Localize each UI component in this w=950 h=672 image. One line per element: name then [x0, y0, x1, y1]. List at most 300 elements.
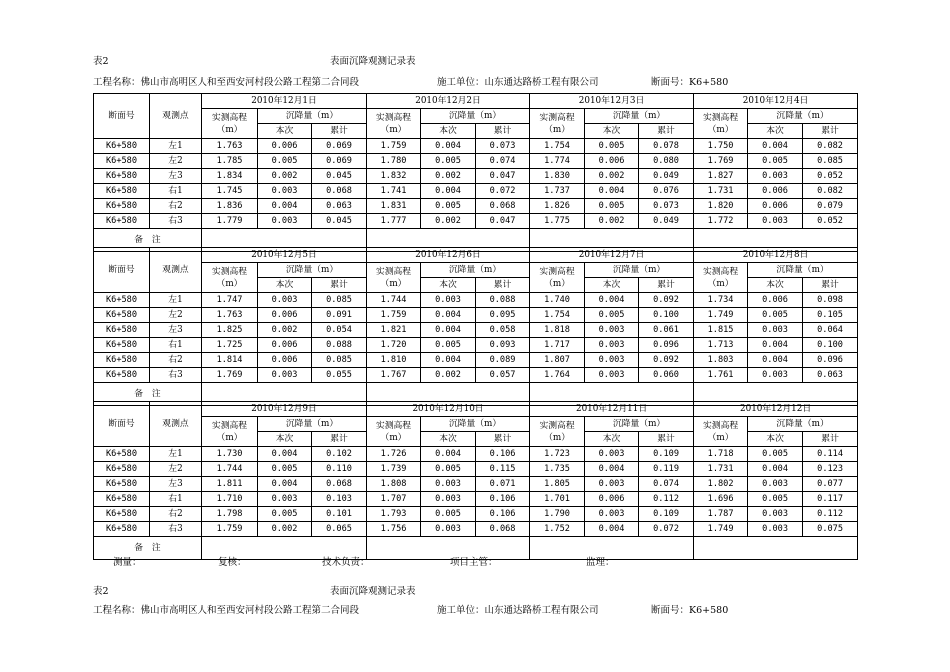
elevation-cell: 1.731: [694, 184, 748, 199]
point-cell: 左1: [150, 293, 202, 308]
elevation-cell: 1.759: [367, 308, 421, 323]
elevation-cell: 1.814: [202, 353, 258, 368]
current-cell: 0.006: [258, 338, 312, 353]
cumulative-cell: 0.078: [639, 139, 694, 154]
elevation-cell: 1.807: [530, 353, 585, 368]
section-header: 断面号: [94, 94, 150, 139]
current-cell: 0.003: [258, 184, 312, 199]
elevation-cell: 1.811: [202, 477, 258, 492]
current-header: 本次: [421, 432, 476, 447]
current-cell: 0.006: [585, 154, 639, 169]
cumulative-cell: 0.052: [803, 169, 858, 184]
elevation-cell: 1.769: [694, 154, 748, 169]
settlement-header: 沉降量（m）: [258, 263, 367, 278]
current-header: 本次: [748, 278, 803, 293]
remark-label: 备 注: [94, 229, 202, 252]
cumulative-cell: 0.101: [312, 507, 367, 522]
current-cell: 0.003: [748, 323, 803, 338]
date-header: 2010年12月2日: [367, 94, 530, 109]
current-header: 本次: [585, 124, 639, 139]
elevation-cell: 1.749: [694, 308, 748, 323]
current-cell: 0.005: [421, 507, 476, 522]
current-cell: 0.003: [585, 353, 639, 368]
current-cell: 0.003: [421, 492, 476, 507]
table-row: [94, 353, 858, 368]
section-cell: K6+580: [94, 154, 150, 169]
cumulative-cell: 0.072: [639, 522, 694, 537]
cumulative-cell: 0.106: [476, 492, 530, 507]
elevation-header: [694, 263, 748, 293]
section-cell: K6+580: [94, 338, 150, 353]
cumulative-cell: 0.057: [476, 368, 530, 383]
table-row: [94, 462, 858, 477]
point-cell: 右3: [150, 214, 202, 229]
elevation-label: 实测高程: [539, 266, 575, 277]
section-number-2: 断面号：K6+580: [651, 605, 729, 616]
cumulative-cell: 0.049: [639, 214, 694, 229]
elevation-label: 实测高程: [539, 112, 575, 123]
table-row: [94, 492, 858, 507]
elevation-cell: 1.772: [694, 214, 748, 229]
elevation-cell: 1.754: [530, 308, 585, 323]
current-header: 本次: [421, 124, 476, 139]
settlement-header: 沉降量（m）: [258, 417, 367, 432]
point-cell: 右3: [150, 522, 202, 537]
cumulative-header: 累计: [803, 278, 858, 293]
current-cell: 0.004: [585, 293, 639, 308]
elevation-header: [530, 263, 585, 293]
table-row: [94, 447, 858, 462]
elevation-cell: 1.775: [530, 214, 585, 229]
section-number: 断面号：K6+580: [651, 77, 729, 88]
section-header: 断面号: [94, 402, 150, 447]
settlement-header: 沉降量（m）: [748, 109, 858, 124]
elevation-cell: 1.759: [367, 139, 421, 154]
point-cell: 右2: [150, 353, 202, 368]
elevation-cell: 1.821: [367, 323, 421, 338]
settlement-header: 沉降量（m）: [421, 109, 530, 124]
elevation-header: [202, 109, 258, 139]
date-header: 2010年12月9日: [202, 402, 367, 417]
current-cell: 0.006: [748, 293, 803, 308]
section-cell: K6+580: [94, 492, 150, 507]
elevation-unit: （m）: [216, 278, 243, 289]
cumulative-cell: 0.088: [476, 293, 530, 308]
cumulative-cell: 0.074: [476, 154, 530, 169]
date-header: 2010年12月8日: [694, 248, 858, 263]
cumulative-cell: 0.093: [476, 338, 530, 353]
current-cell: 0.005: [258, 462, 312, 477]
current-cell: 0.003: [585, 323, 639, 338]
remark-label: 备 注: [94, 537, 202, 560]
date-header: 2010年12月10日: [367, 402, 530, 417]
elevation-cell: 1.741: [367, 184, 421, 199]
form-title-2: 表面沉降观测记录表: [330, 586, 416, 597]
elevation-cell: 1.808: [367, 477, 421, 492]
elevation-cell: 1.707: [367, 492, 421, 507]
section-cell: K6+580: [94, 462, 150, 477]
point-cell: 左2: [150, 308, 202, 323]
cumulative-cell: 0.091: [312, 308, 367, 323]
elevation-header: [202, 417, 258, 447]
section-cell: K6+580: [94, 353, 150, 368]
current-header: 本次: [258, 278, 312, 293]
current-cell: 0.003: [585, 338, 639, 353]
table-row: [94, 477, 858, 492]
current-cell: 0.002: [421, 169, 476, 184]
cumulative-cell: 0.109: [639, 507, 694, 522]
current-cell: 0.004: [421, 353, 476, 368]
elevation-cell: 1.756: [367, 522, 421, 537]
elevation-unit: （m）: [544, 124, 570, 135]
current-cell: 0.003: [585, 477, 639, 492]
elevation-cell: 1.820: [694, 199, 748, 214]
elevation-cell: 1.747: [202, 293, 258, 308]
remark-label: 备 注: [94, 383, 202, 406]
current-cell: 0.004: [748, 353, 803, 368]
elevation-cell: 1.774: [530, 154, 585, 169]
current-cell: 0.003: [258, 214, 312, 229]
cumulative-cell: 0.069: [312, 139, 367, 154]
current-cell: 0.006: [258, 139, 312, 154]
elevation-header: [367, 263, 421, 293]
current-cell: 0.005: [585, 199, 639, 214]
elevation-cell: 1.726: [367, 447, 421, 462]
current-header: 本次: [421, 278, 476, 293]
elevation-cell: 1.802: [694, 477, 748, 492]
cumulative-cell: 0.054: [312, 323, 367, 338]
elevation-unit: （m）: [544, 432, 571, 443]
elevation-label: 实测高程: [702, 420, 739, 431]
current-cell: 0.005: [748, 447, 803, 462]
current-cell: 0.003: [748, 214, 803, 229]
current-cell: 0.003: [585, 447, 639, 462]
settlement-header: 沉降量（m）: [748, 263, 858, 278]
section-cell: K6+580: [94, 184, 150, 199]
cumulative-cell: 0.112: [803, 507, 858, 522]
point-cell: 左2: [150, 462, 202, 477]
cumulative-cell: 0.085: [312, 293, 367, 308]
elevation-cell: 1.763: [202, 139, 258, 154]
cumulative-cell: 0.098: [803, 293, 858, 308]
settlement-header: 沉降量（m）: [421, 417, 530, 432]
cumulative-cell: 0.063: [312, 199, 367, 214]
date-header: 2010年12月3日: [530, 94, 694, 109]
header-date-row: [94, 94, 858, 109]
section-cell: K6+580: [94, 139, 150, 154]
section-cell: K6+580: [94, 522, 150, 537]
current-cell: 0.006: [585, 492, 639, 507]
elevation-label: 实测高程: [702, 266, 739, 277]
section-cell: K6+580: [94, 199, 150, 214]
table-row: [94, 338, 858, 353]
survey-signature: 测量：: [113, 557, 142, 568]
cumulative-cell: 0.110: [312, 462, 367, 477]
elevation-cell: 1.779: [202, 214, 258, 229]
cumulative-cell: 0.063: [803, 368, 858, 383]
current-cell: 0.003: [748, 169, 803, 184]
current-cell: 0.004: [421, 139, 476, 154]
contractor-name: 施工单位：山东通达路桥工程有限公司: [437, 77, 599, 88]
current-header: 本次: [585, 278, 639, 293]
settlement-header: 沉降量（m）: [421, 263, 530, 278]
table-row: [94, 184, 858, 199]
elevation-cell: 1.713: [694, 338, 748, 353]
current-cell: 0.003: [258, 368, 312, 383]
date-header: 2010年12月12日: [694, 402, 858, 417]
cumulative-cell: 0.082: [803, 139, 858, 154]
elevation-unit: （m）: [380, 124, 407, 135]
current-cell: 0.005: [421, 199, 476, 214]
cumulative-cell: 0.109: [639, 447, 694, 462]
remark-cell: [367, 537, 530, 560]
current-cell: 0.005: [748, 308, 803, 323]
current-cell: 0.004: [748, 462, 803, 477]
cumulative-cell: 0.073: [639, 199, 694, 214]
point-cell: 右1: [150, 184, 202, 199]
cumulative-cell: 0.082: [803, 184, 858, 199]
cumulative-cell: 0.047: [476, 169, 530, 184]
current-cell: 0.003: [258, 492, 312, 507]
elevation-cell: 1.764: [530, 368, 585, 383]
current-cell: 0.005: [258, 154, 312, 169]
pm-signature: 项目主管：: [450, 557, 498, 568]
remark-cell: [694, 537, 858, 560]
elevation-unit: （m）: [380, 432, 407, 443]
cumulative-cell: 0.068: [312, 184, 367, 199]
current-cell: 0.003: [421, 522, 476, 537]
elevation-cell: 1.725: [202, 338, 258, 353]
elevation-cell: 1.759: [202, 522, 258, 537]
date-header: 2010年12月5日: [202, 248, 367, 263]
cumulative-cell: 0.068: [476, 522, 530, 537]
settlement-table: [93, 93, 858, 252]
table-row: [94, 507, 858, 522]
cumulative-header: 累计: [476, 278, 530, 293]
date-header: 2010年12月1日: [202, 94, 367, 109]
current-cell: 0.005: [421, 462, 476, 477]
contractor-name-2: 施工单位：山东通达路桥工程有限公司: [437, 605, 599, 616]
tech-lead-signature: 技术负责：: [322, 557, 370, 568]
elevation-cell: 1.831: [367, 199, 421, 214]
elevation-cell: 1.818: [530, 323, 585, 338]
point-cell: 左2: [150, 154, 202, 169]
cumulative-header: 累计: [639, 124, 694, 139]
elevation-cell: 1.740: [530, 293, 585, 308]
elevation-cell: 1.739: [367, 462, 421, 477]
header-measure-row: [94, 109, 858, 124]
cumulative-cell: 0.106: [476, 507, 530, 522]
table-row: [94, 293, 858, 308]
current-cell: 0.004: [748, 338, 803, 353]
section-cell: K6+580: [94, 308, 150, 323]
current-cell: 0.002: [421, 368, 476, 383]
settlement-header: 沉降量（m）: [258, 109, 367, 124]
settlement-header: 沉降量（m）: [585, 109, 694, 124]
settlement-table: [93, 247, 858, 406]
elevation-label: 实测高程: [539, 420, 575, 431]
elevation-header: [367, 109, 421, 139]
supervisor-signature: 监理：: [586, 557, 615, 568]
point-cell: 左3: [150, 169, 202, 184]
cumulative-cell: 0.077: [803, 477, 858, 492]
current-cell: 0.004: [585, 462, 639, 477]
current-cell: 0.004: [421, 323, 476, 338]
elevation-cell: 1.696: [694, 492, 748, 507]
cumulative-cell: 0.085: [803, 154, 858, 169]
elevation-unit: （m）: [216, 432, 243, 443]
table-row: [94, 214, 858, 229]
point-cell: 右2: [150, 199, 202, 214]
elevation-cell: 1.805: [530, 477, 585, 492]
elevation-cell: 1.830: [530, 169, 585, 184]
current-cell: 0.003: [585, 368, 639, 383]
cumulative-cell: 0.089: [476, 353, 530, 368]
elevation-unit: （m）: [707, 432, 734, 443]
current-cell: 0.003: [421, 293, 476, 308]
cumulative-cell: 0.073: [476, 139, 530, 154]
elevation-cell: 1.752: [530, 522, 585, 537]
cumulative-cell: 0.068: [312, 477, 367, 492]
cumulative-cell: 0.117: [803, 492, 858, 507]
elevation-cell: 1.744: [367, 293, 421, 308]
current-cell: 0.005: [421, 154, 476, 169]
elevation-header: [530, 109, 585, 139]
cumulative-cell: 0.102: [312, 447, 367, 462]
cumulative-cell: 0.100: [639, 308, 694, 323]
current-cell: 0.002: [258, 169, 312, 184]
current-cell: 0.005: [585, 308, 639, 323]
elevation-header: [202, 263, 258, 293]
settlement-header: 沉降量（m）: [585, 263, 694, 278]
cumulative-cell: 0.096: [803, 353, 858, 368]
table-row: [94, 139, 858, 154]
point-cell: 右1: [150, 338, 202, 353]
elevation-cell: 1.777: [367, 214, 421, 229]
elevation-label: 实测高程: [702, 112, 739, 123]
current-cell: 0.005: [748, 154, 803, 169]
elevation-label: 实测高程: [375, 266, 412, 277]
current-cell: 0.005: [748, 492, 803, 507]
elevation-cell: 1.763: [202, 308, 258, 323]
current-cell: 0.002: [258, 522, 312, 537]
cumulative-cell: 0.060: [639, 368, 694, 383]
table-row: [94, 199, 858, 214]
current-cell: 0.003: [748, 477, 803, 492]
cumulative-cell: 0.079: [803, 199, 858, 214]
elevation-header: [530, 417, 585, 447]
current-cell: 0.005: [585, 139, 639, 154]
header-date-row: [94, 248, 858, 263]
date-header: 2010年12月11日: [530, 402, 694, 417]
cumulative-cell: 0.085: [312, 353, 367, 368]
elevation-header: [694, 417, 748, 447]
table-row: [94, 154, 858, 169]
cumulative-cell: 0.105: [803, 308, 858, 323]
elevation-cell: 1.803: [694, 353, 748, 368]
table-row: [94, 323, 858, 338]
cumulative-cell: 0.095: [476, 308, 530, 323]
cumulative-cell: 0.055: [312, 368, 367, 383]
cumulative-cell: 0.071: [476, 477, 530, 492]
current-header: 本次: [258, 124, 312, 139]
cumulative-header: 累计: [312, 278, 367, 293]
cumulative-cell: 0.100: [803, 338, 858, 353]
elevation-cell: 1.826: [530, 199, 585, 214]
cumulative-cell: 0.074: [639, 477, 694, 492]
current-cell: 0.003: [258, 293, 312, 308]
elevation-unit: （m）: [544, 278, 570, 289]
current-cell: 0.004: [421, 308, 476, 323]
table-row: [94, 368, 858, 383]
cumulative-header: 累计: [312, 432, 367, 447]
point-cell: 右2: [150, 507, 202, 522]
elevation-cell: 1.761: [694, 368, 748, 383]
current-cell: 0.002: [585, 169, 639, 184]
elevation-header: [694, 109, 748, 139]
cumulative-cell: 0.115: [476, 462, 530, 477]
elevation-cell: 1.745: [202, 184, 258, 199]
elevation-cell: 1.767: [367, 368, 421, 383]
section-cell: K6+580: [94, 293, 150, 308]
point-cell: 左1: [150, 139, 202, 154]
elevation-header: [367, 417, 421, 447]
section-cell: K6+580: [94, 169, 150, 184]
point-cell: 右3: [150, 368, 202, 383]
current-header: 本次: [748, 124, 803, 139]
cumulative-cell: 0.065: [312, 522, 367, 537]
table-row: [94, 308, 858, 323]
cumulative-header: 累计: [312, 124, 367, 139]
point-cell: 右1: [150, 492, 202, 507]
current-cell: 0.004: [421, 184, 476, 199]
table-number-2: 表2: [93, 586, 109, 597]
current-cell: 0.003: [748, 368, 803, 383]
current-cell: 0.003: [748, 522, 803, 537]
project-name-2: 工程名称：佛山市高明区人和至西安河村段公路工程第二合同段: [93, 605, 360, 616]
current-header: 本次: [258, 432, 312, 447]
cumulative-cell: 0.049: [639, 169, 694, 184]
section-cell: K6+580: [94, 214, 150, 229]
point-header: 观测点: [150, 94, 202, 139]
elevation-cell: 1.735: [530, 462, 585, 477]
review-signature: 复核：: [218, 557, 247, 568]
elevation-label: 实测高程: [211, 112, 248, 123]
current-cell: 0.005: [421, 338, 476, 353]
current-cell: 0.006: [748, 184, 803, 199]
section-cell: K6+580: [94, 507, 150, 522]
section-header: 断面号: [94, 248, 150, 293]
elevation-unit: （m）: [707, 124, 734, 135]
elevation-cell: 1.730: [202, 447, 258, 462]
settlement-header: 沉降量（m）: [748, 417, 858, 432]
elevation-cell: 1.815: [694, 323, 748, 338]
header-measure-row: [94, 417, 858, 432]
current-cell: 0.005: [258, 507, 312, 522]
cumulative-header: 累计: [639, 432, 694, 447]
date-header: 2010年12月7日: [530, 248, 694, 263]
point-header: 观测点: [150, 248, 202, 293]
current-cell: 0.003: [421, 477, 476, 492]
elevation-cell: 1.793: [367, 507, 421, 522]
elevation-unit: （m）: [380, 278, 407, 289]
cumulative-cell: 0.061: [639, 323, 694, 338]
cumulative-cell: 0.069: [312, 154, 367, 169]
cumulative-header: 累计: [639, 278, 694, 293]
current-cell: 0.004: [258, 199, 312, 214]
cumulative-cell: 0.075: [803, 522, 858, 537]
cumulative-cell: 0.103: [312, 492, 367, 507]
